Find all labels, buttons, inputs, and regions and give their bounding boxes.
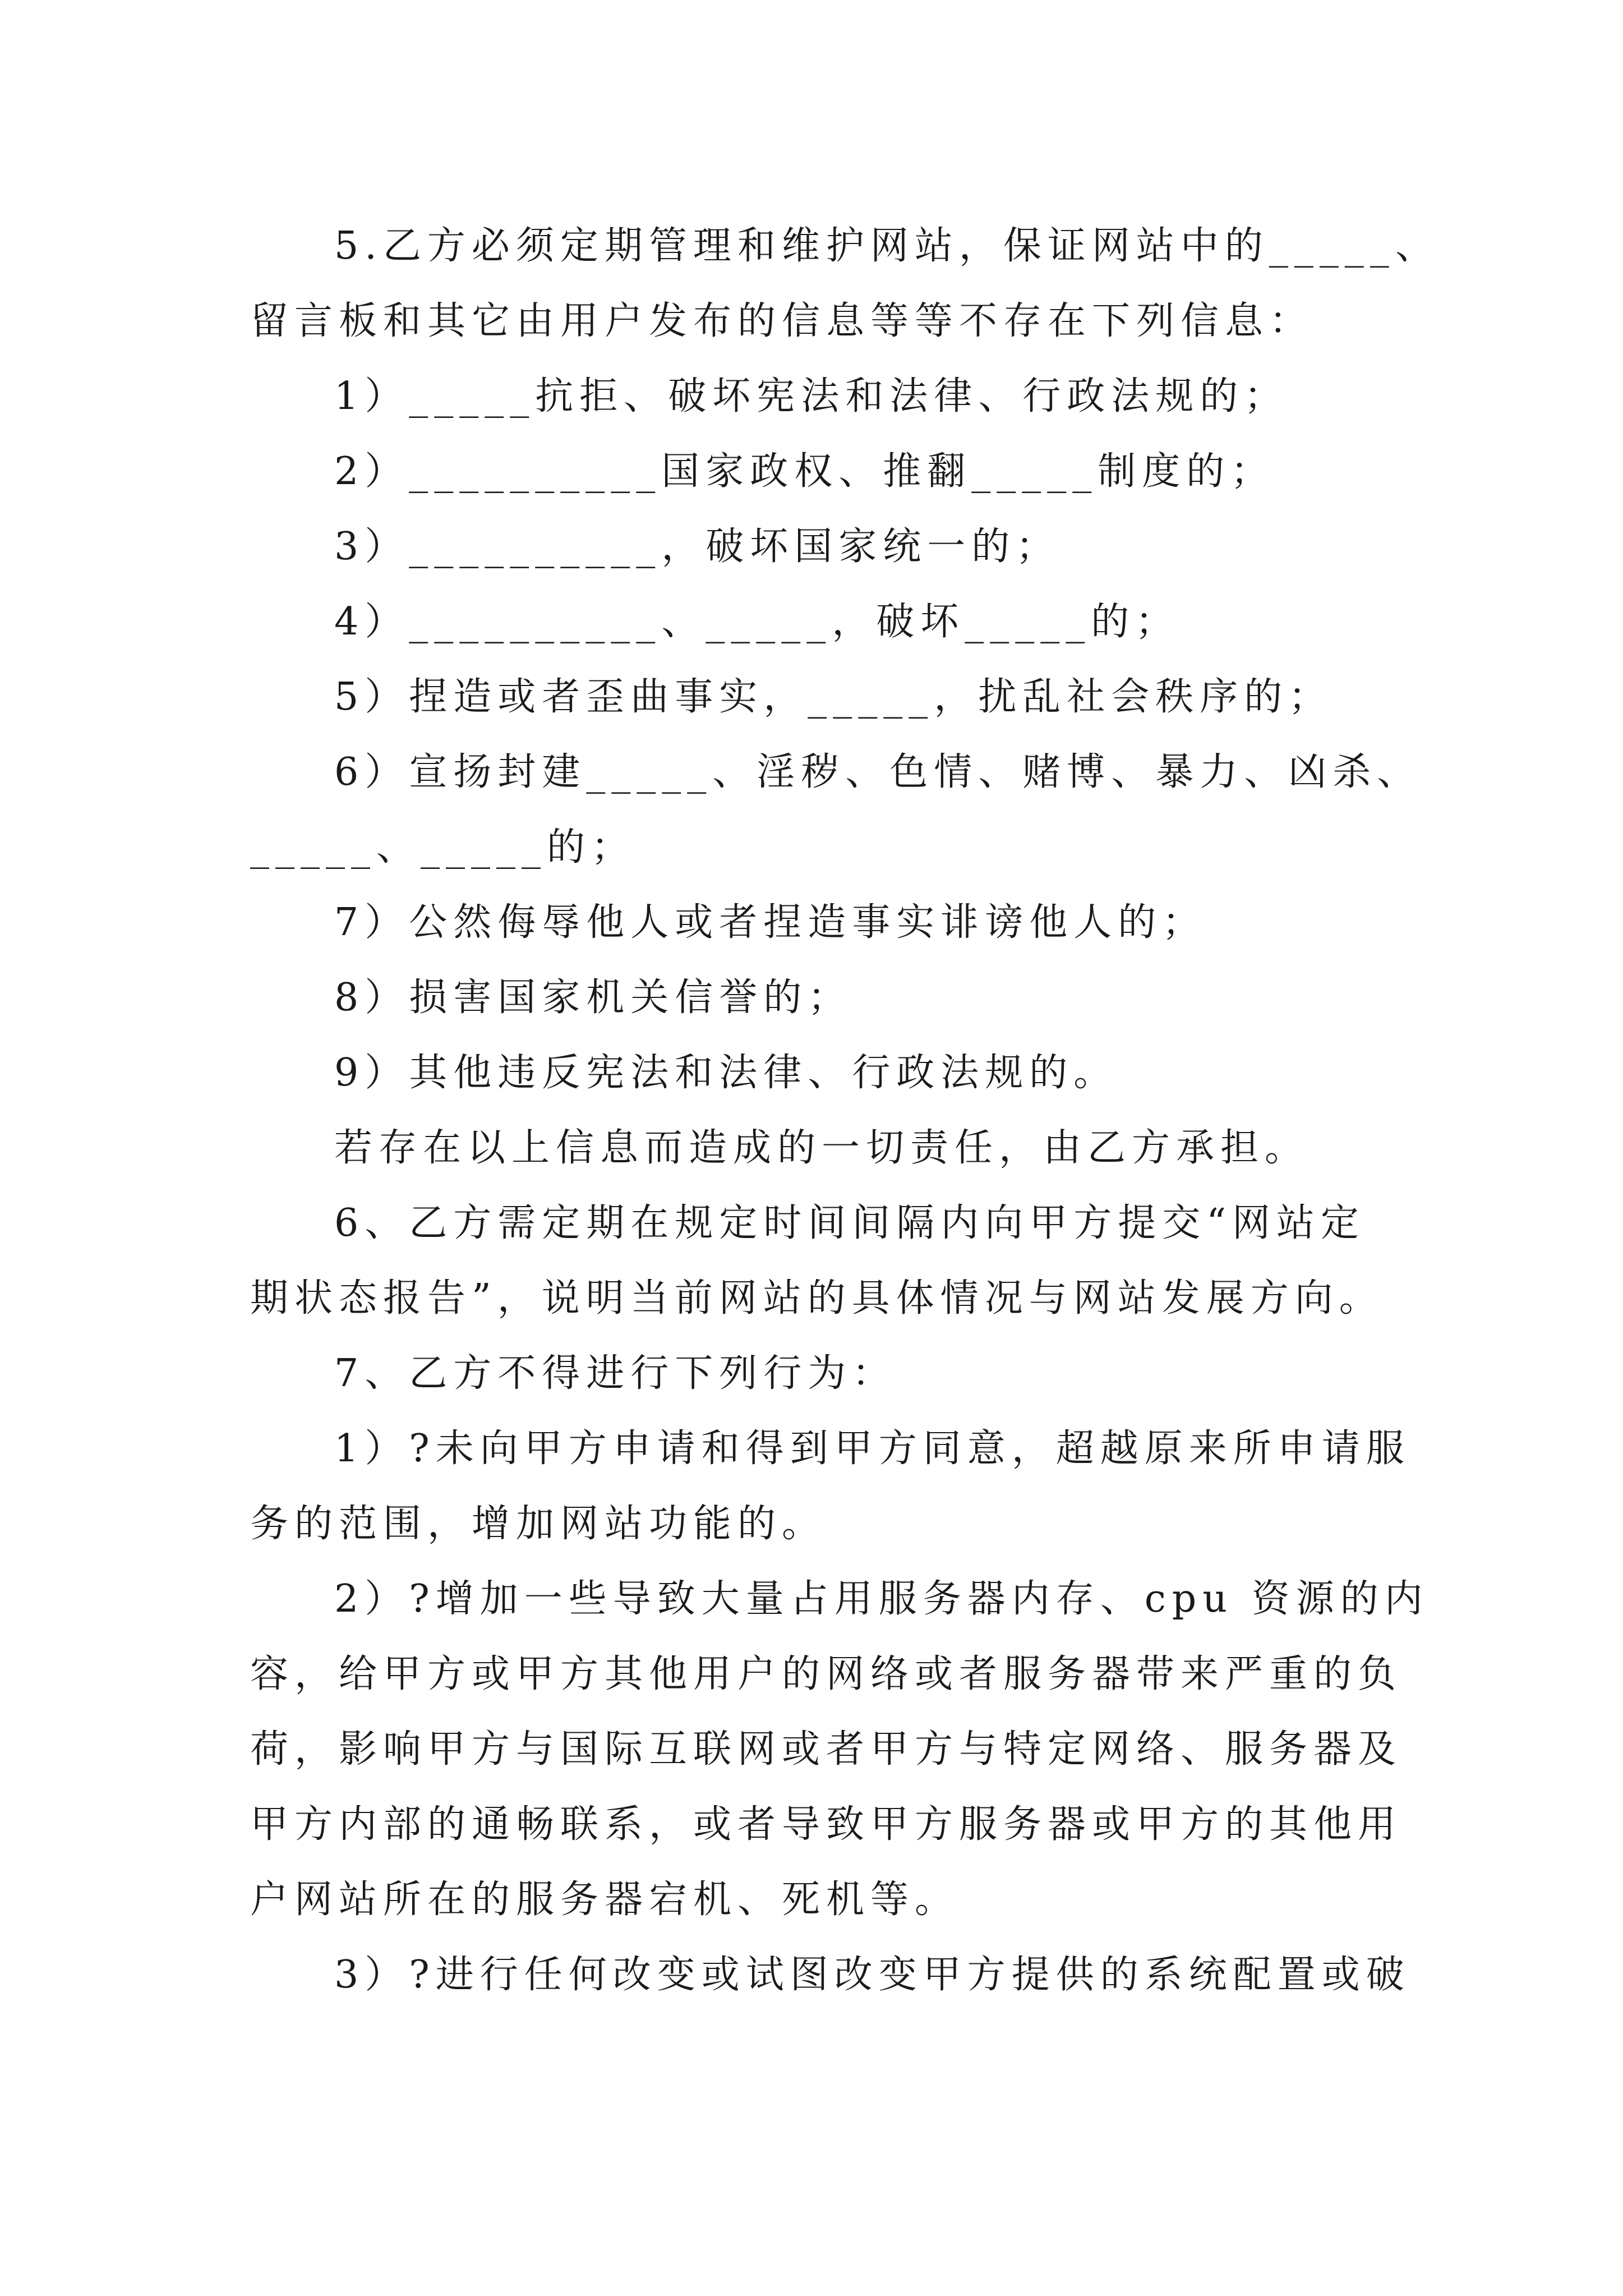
clause-7-item-3-line-1: 3）?进行任何改变或试图改变甲方提供的系统配置或破 — [334, 1953, 1410, 1997]
clause-7-item-1-line-2: 务的范围，增加网站功能的。 — [250, 1502, 827, 1546]
clause-5-item-6-line-2: _____、_____的； — [250, 825, 636, 869]
clause-5-item-3: 3）__________，破坏国家统一的； — [334, 524, 1061, 569]
clause-5-line-2: 留言板和其它由用户发布的信息等等不存在下列信息： — [250, 299, 1314, 343]
clause-7-item-2-line-2: 容，给甲方或甲方其他用户的网络或者服务器带来严重的负 — [250, 1652, 1403, 1696]
clause-7-item-2-line-5: 户网站所在的服务器宕机、死机等。 — [250, 1878, 960, 1922]
clause-7-item-2-line-3: 荷，影响甲方与国际互联网或者甲方与特定网络、服务器及 — [250, 1727, 1403, 1772]
clause-5-item-8: 8）损害国家机关信誉的； — [334, 976, 852, 1020]
clause-5-item-7: 7）公然侮辱他人或者捏造事实诽谤他人的； — [334, 900, 1207, 945]
clause-5-item-2: 2）__________国家政权、推翻_____制度的； — [334, 449, 1275, 494]
clause-7-item-1-line-1: 1）?未向甲方申请和得到甲方同意，超越原来所申请服 — [334, 1427, 1410, 1471]
clause-5-item-6-line-1: 6）宣扬封建_____、淫秽、色情、赌博、暴力、凶杀、 — [334, 750, 1422, 794]
clause-5-item-5: 5）捏造或者歪曲事实，_____，扰乱社会秩序的； — [334, 675, 1333, 719]
clause-7-item-2-line-1: 2）?增加一些导致大量占用服务器内存、cpu 资源的内 — [334, 1577, 1429, 1621]
clause-7-heading: 7、乙方不得进行下列行为： — [334, 1351, 897, 1396]
clause-5-item-9: 9）其他违反宪法和法律、行政法规的。 — [334, 1051, 1118, 1095]
clause-5-liability: 若存在以上信息而造成的一切责任，由乙方承担。 — [334, 1126, 1310, 1170]
clause-7-item-2-line-4: 甲方内部的通畅联系，或者导致甲方服务器或甲方的其他用 — [250, 1802, 1403, 1847]
clause-6-line-2: 期状态报告”，说明当前网站的具体情况与网站发展方向。 — [250, 1276, 1384, 1320]
clause-5-item-1: 1）_____抗拒、破坏宪法和法律、行政法规的； — [334, 374, 1289, 418]
clause-6-line-1: 6、乙方需定期在规定时间间隔内向甲方提交“网站定 — [334, 1201, 1366, 1245]
clause-5-line-1: 5.乙方必须定期管理和维护网站，保证网站中的_____、 — [334, 224, 1440, 268]
clause-5-item-4: 4）__________、_____，破坏_____的； — [334, 600, 1180, 644]
